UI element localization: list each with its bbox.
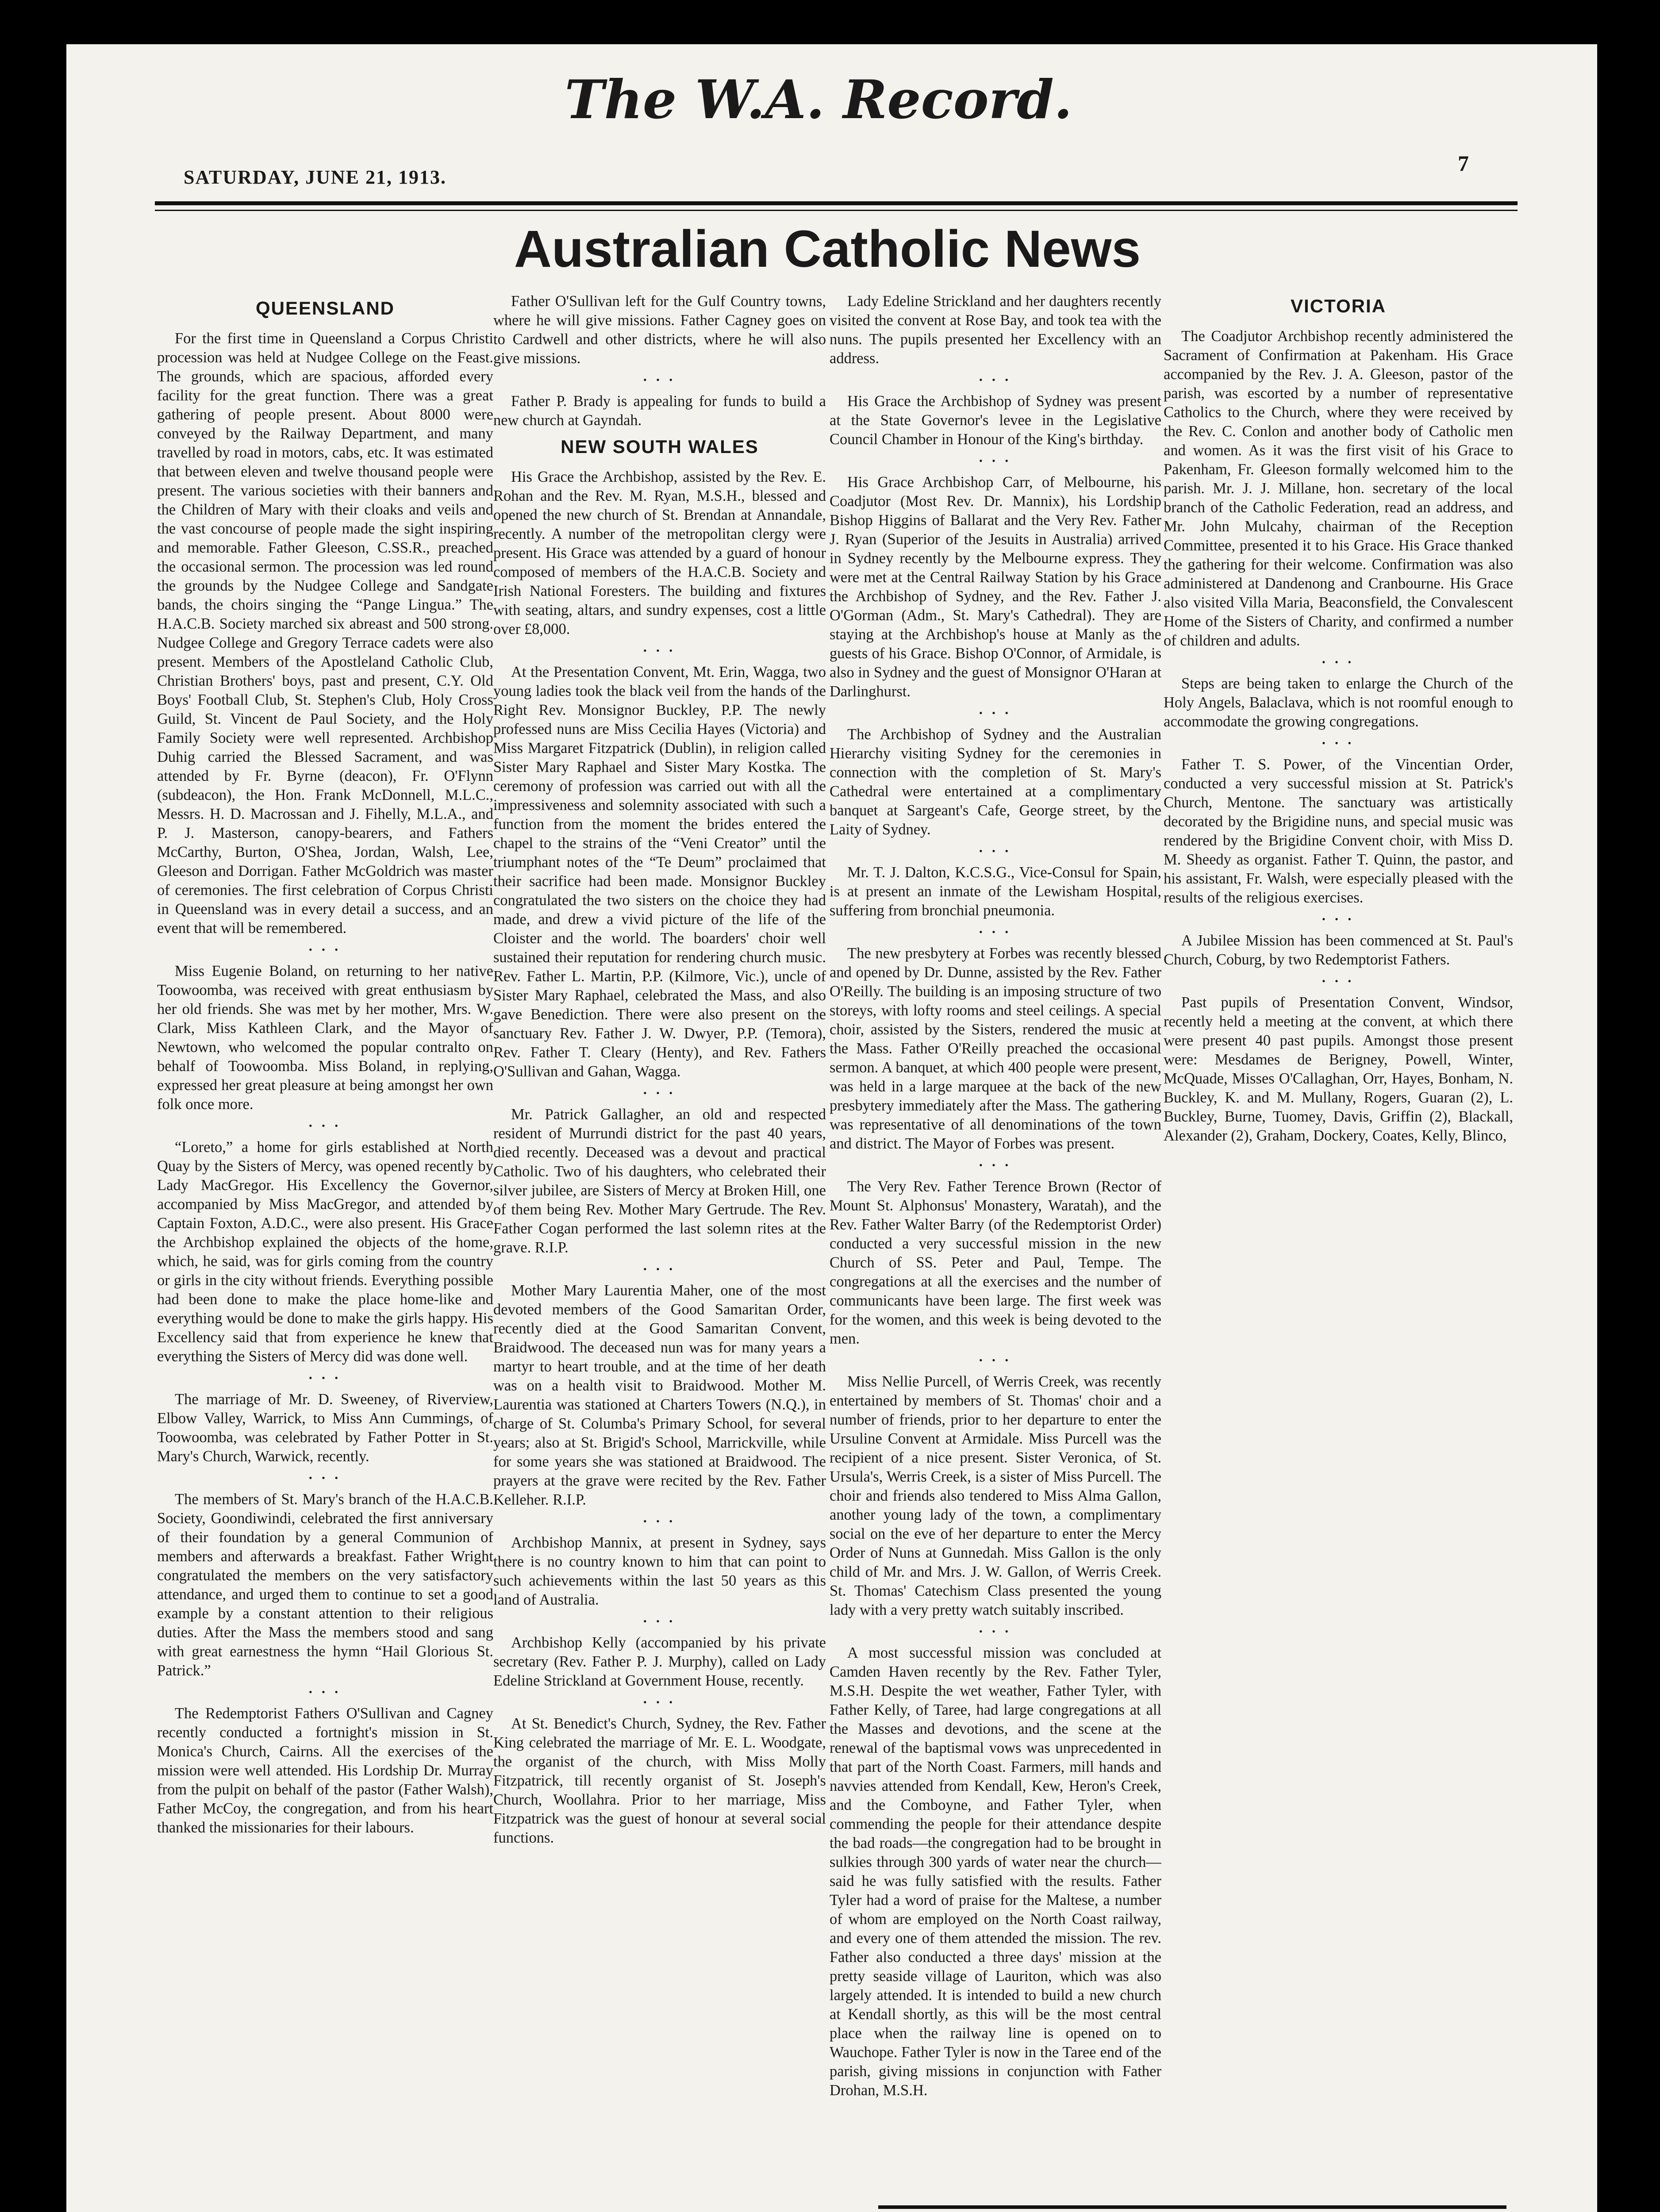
article-paragraph: The Archbishop of Sydney and the Australian Hierarchy visiting Sydney for the ceremonies in connection with the completion of St. Mary's Cathedral were entertained at a complimentary banquet at Sargeant's Cafe, George street, by the Laity of Sydney. [830,726,1161,838]
article-paragraph: Father P. Brady is appealing for funds to build a new church at Gayndah. [493,393,826,429]
article-paragraph: For the first time in Queensland a Corpus Christi procession was held at Nudgee College on the Feast. The grounds, which are spacious, afforded every facility for the great function. There was a great gathering of people present. About 8000 were conveyed by the Railway Department, and many travelled by road in motors, cabs, etc. It was estimated that between eleven and twelve thousand people were present. The various societies with their banners and the Children of Mary with their cloaks and veils and the vast concourse of people made the sight inspiring and memorable. Father Gleeson, C.SS.R., preached the occasional sermon. The procession was led round the grounds by the Nudgee College and Sandgate bands, the choirs singing the “Pange Lingua.” The H.A.C.B. Society marched six abreast and 500 strong. Nudgee College and Gregory Terrace cadets were also present. Members of the Apostleland Catholic Club, Christian Brothers' boys, past and present, C.Y. Old Boys' Football Club, St. Stephen's Club, Holy Cross Guild, St. Vincent de Paul Society, and the Holy Family Society were well represented. Archbishop Duhig carried the Blessed Sacrament, and was attended by Fr. Byrne (deacon), Fr. O'Flynn (subdeacon), the Hon. Frank McDonnell, M.L.C., Messrs. H. D. Macrossan and J. Fihelly, M.L.A., and P. J. Masterson, canopy-bearers, and Fathers McCarthy, Burton, O'Shea, Jordan, Walsh, Lee, Gleeson and Dorrigan. Father McGoldrich was master of ceremonies. The first celebration of Corpus Christi in Queensland was in every detail a success, and an event that will be remembered. [157,330,493,937]
article-separator: • • • [308,1686,342,1697]
article-paragraph: His Grace Archbishop Carr, of Melbourne, his Coadjutor (Most Rev. Dr. Mannix), his Lordship Bishop Higgins of Ballarat and the Very Rev. Father J. Ryan (Superior of the Jesuits in Australia) arrived in Sydney recently by the Melbourne express. They were met at the Central Railway Station by his Grace the Archbishop of Sydney, and the Rev. Father J. O'Gorman (Adm., St. Mary's Cathedral). They are staying at the Archbishop's house at Manly as the guests of his Grace. Bishop O'Connor, of Armidale, is also in Sydney and the guest of Monsignor O'Haran at Darlinghurst. [830,474,1161,700]
article-paragraph: Lady Edeline Strickland and her daughters recently visited the convent at Rose Bay, and took tea with the nuns. The pupils presented her Excellency with an address. [830,293,1161,367]
article-separator: • • • [979,455,1012,466]
article-paragraph: Steps are being taken to enlarge the Church of the Holy Angels, Balaclava, which is not roomful enough to accommodate the growing congregations. [1164,675,1513,730]
article-separator: • • • [643,374,676,385]
article-separator: • • • [979,374,1012,385]
article-separator: • • • [643,1697,676,1708]
column-2 [493,292,826,2212]
masthead-rule-thick [155,201,1518,205]
article-separator: • • • [643,1516,676,1527]
article-separator: • • • [308,944,342,955]
article-paragraph: His Grace the Archbishop of Sydney was present at the State Governor's levee in the Legislative Council Chamber in Honour of the King's birthday. [830,393,1161,448]
dateline: SATURDAY, JUNE 21, 1913. [184,166,447,188]
article-paragraph: The marriage of Mr. D. Sweeney, of Riverview, Elbow Valley, Warrick, to Miss Ann Cummings, of Toowoomba, was celebrated by Father Potter in St. Mary's Church, Warwick, recently. [157,1391,493,1465]
page-headline: Australian Catholic News [514,220,1141,278]
article-paragraph: A most successful mission was concluded at Camden Haven recently by the Rev. Father Tyler, M.S.H. Despite the wet weather, Father Tyler, with Father Kelly, of Taree, had large congregations at all the Masses and devotions, and the scene at the renewal of the baptismal vows was unprecedented in that part of the North Coast. Farmers, mill hands and navvies attended from Kendall, Kew, Heron's Creek, and the Comboyne, and Father Tyler, when commending the people for their attendance despite the bad roads—the congregation had to be brought in sulkies through 300 yards of water near the church—said he was fully satisfied with the results. Father Tyler had a word of praise for the Maltese, a number of whom are employed on the North Coast railway, and every one of them attended the mission. The rev. Father also conducted a three days' mission at the pretty seaside village of Lauriton, which was also largely attended. It is intended to build a new church at Kendall shortly, as this will be the most central place when the railway line is opened on to Wauchope. Father Tyler is now in the Taree end of the parish, giving missions in conjunction with Father Drohan, M.S.H. [830,1644,1161,2099]
article-separator: • • • [979,926,1012,937]
article-paragraph: At the Presentation Convent, Mt. Erin, Wagga, two young ladies took the black veil from the hands of the Right Rev. Monsignor Buckley, P.P. The newly professed nuns are Miss Cecilia Hayes (Victoria) and Miss Margaret Fitzpatrick (Dublin), in religion called Sister Mary Raphael and Sister Mary Kostka. The ceremony of profession was carried out with all the impressiveness and solemnity associated with such a function from the moment the brides entered the chapel to the strains of the “Veni Creator” until the triumphant notes of the “Te Deum” proclaimed that their sacrifice had been made. Monsignor Buckley congratulated the two sisters on the choice they had made, and drew a vivid picture of the life of the Cloister and the world. The boarders' choir well sustained their reputation for rendering church music. Rev. Father L. Martin, P.P. (Kilmore, Vic.), uncle of Sister Mary Raphael, celebrated the Mass, and also gave Benediction. There were also present on the sanctuary Rev. Father J. W. Dwyer, P.P. (Temora), Rev. Father T. Cleary (Henty), and Rev. Fathers O'Sullivan and Gahan, Wagga. [493,664,826,1080]
article-paragraph: Past pupils of Presentation Convent, Windsor, recently held a meeting at the convent, at which there were present 40 past pupils. Amongst those present were: Mesdames de Berigney, Powell, Winter, McQuade, Misses O'Callaghan, Orr, Hayes, Bonham, N. Buckley, K. and M. Mullany, Rogers, Guaran (2), L. Buckley, Burne, Tuomey, Davis, Griffin (2), Blackall, Alexander (2), Graham, Dockery, Coates, Kelly, Blinco, [1164,994,1513,1144]
masthead-title: The W.A. Record. [565,69,1072,131]
article-paragraph: Miss Eugenie Boland, on returning to her native Toowoomba, was received with great enthusiasm by her old friends. She was met by her mother, Mrs. W. Clark, Miss Kathleen Clark, and the Mayor of Newtown, who welcomed the popular contralto on behalf of Toowoomba. Miss Boland, in replying, expressed her great pleasure at being amongst her own folk once more. [157,963,493,1113]
article-paragraph: Miss Nellie Purcell, of Werris Creek, was recently entertained by members of St. Thomas' choir and a number of friends, prior to her departure to enter the Ursuline Convent at Armidale. Miss Purcell was the recipient of a nice present. Sister Veronica, of St. Ursula's, Werris Creek, is a sister of Miss Purcell. The choir and friends also tendered to Miss Alma Gallon, another young lady of the town, a complimentary social on the eve of her departure to enter the Mercy Order of Nuns at Gunnedah. Miss Gallon is the only child of Mr. and Mrs. J. W. Gallon, of Werris Creek. St. Thomas' Catechism Class presented the young lady with a very pretty watch suitably inscribed. [830,1373,1161,1618]
article-paragraph: Mr. T. J. Dalton, K.C.S.G., Vice-Consul for Spain, is at present an inmate of the Lewisham Hospital, suffering from bronchial pneumonia. [830,864,1161,919]
column-3 [830,292,1161,2212]
article-paragraph: The members of St. Mary's branch of the H.A.C.B. Society, Goondiwindi, celebrated the first anniversary of their foundation by a general Communion of members and afterwards a breakfast. Father Wright congratulated the members on the very satisfactory attendance, and urged them to continue to set a good example by a constant attention to their religious duties. After the Mass the members stood and sang with great earnestness the hymn “Hail Glorious St. Patrick.” [157,1491,493,1679]
article-paragraph: Mr. Patrick Gallagher, an old and respected resident of Murrundi district for the past 40 years, died recently. Deceased was a devout and practical Catholic. Two of his daughters, who celebrated their silver jubilee, are Sisters of Mercy at Broken Hill, one of them being Rev. Mother Mary Gertrude. The Rev. Father Cogan performed the last solemn rites at the grave. R.I.P. [493,1106,826,1256]
section-heading-victoria: VICTORIA [1291,296,1386,316]
article-separator: • • • [1322,975,1355,987]
page-number: 7 [1458,151,1469,176]
article-paragraph: The Very Rev. Father Terence Brown (Rector of Mount St. Alphonsus' Monastery, Waratah), and the Rev. Father Walter Barry (of the Redemptorist Order) conducted a very successful mission in the new Church of SS. Peter and Paul, Tempe. The congregations at all the exercises and the number of communicants have been large. The first week was for the women, and this week is being devoted to the men. [830,1178,1161,1347]
article-paragraph: Archbishop Mannix, at present in Sydney, says there is no country known to him that can point to such achievements within the last 50 years as this land of Australia. [493,1534,826,1608]
registry-office-advert [878,2203,1506,2212]
masthead-rule-thin [155,210,1518,211]
article-separator: • • • [979,1626,1012,1637]
article-separator: • • • [979,1160,1012,1171]
article-separator: • • • [979,707,1012,718]
article-separator: • • • [1322,914,1355,925]
column-1 [157,294,493,2212]
article-separator: • • • [979,845,1012,856]
article-separator: • • • [308,1472,342,1483]
article-separator: • • • [643,1263,676,1275]
article-paragraph: At St. Benedict's Church, Sydney, the Rev. Father King celebrated the marriage of Mr. E. L. Woodgate, the organist of the church, with Miss Molly Fitzpatrick, till recently organist of St. Joseph's Church, Woollahra. Prior to her marriage, Miss Fitzpatrick was the guest of honour at several social functions. [493,1715,826,1846]
article-paragraph: A Jubilee Mission has been commenced at St. Paul's Church, Coburg, by two Redemptorist Fathers. [1164,932,1513,968]
article-paragraph: His Grace the Archbishop, assisted by the Rev. E. Rohan and the Rev. M. Ryan, M.S.H., blessed and opened the new church of St. Brendan at Annandale, recently. A number of the metropolitan clergy were present. His Grace was attended by a guard of honour composed of members of the H.A.C.B. Society and Irish National Foresters. The building and fixtures with seating, altars, and sundry expenses, cost a little over £8,000. [493,469,826,637]
article-separator: • • • [1322,657,1355,668]
article-paragraph: Mother Mary Laurentia Maher, one of the most devoted members of the Good Samaritan Order, recently died at the Good Samaritan Convent, Braidwood. The deceased nun was for many years a martyr to heart trouble, and at the time of her death was on a health visit to Braidwood. Mother M. Laurentia was stationed at Charters Towers (N.Q.), in charge of St. Columba's Primary School, for several years; also at St. Brigid's School, Marrickville, while for some years she was stationed at Braidwood. The prayers at the grave were recited by the Rev. Father Kelleher. R.I.P. [493,1282,826,1508]
section-heading-queensland: QUEENSLAND [255,298,395,319]
article-separator: • • • [643,1616,676,1627]
article-separator: • • • [308,1372,342,1383]
article-separator: • • • [1322,737,1355,749]
section-heading-new-south-wales: NEW SOUTH WALES [561,436,759,457]
article-paragraph: The Coadjutor Archbishop recently administered the Sacrament of Confirmation at Pakenham. His Grace accompanied by the Rev. J. A. Gleeson, pastor of the parish, was escorted by a number of representative Catholics to the Church, where they were received by the Rev. C. Conlon and another body of Catholic men and women. As it was the first visit of his Grace to Pakenham, Fr. Gleeson formally welcomed him to the parish. Mr. J. J. Millane, hon. secretary of the local branch of the Catholic Federation, read an address, and Mr. John Mulcahy, chairman of the Reception Committee, presented it to his Grace. His Grace thanked the gathering for their welcome. Confirmation was also administered at Dandenong and Cranbourne. His Grace also visited Villa Maria, Beaconsfield, the Convalescent Home of the Sisters of Charity, and confirmed a number of children and adults. [1164,328,1513,649]
article-paragraph: Archbishop Kelly (accompanied by his private secretary (Rev. Father P. J. Murphy), called on Lady Edeline Strickland at Government House, recently. [493,1634,826,1689]
column-4 [1164,292,1513,1973]
article-separator: • • • [979,1355,1012,1366]
article-separator: • • • [643,645,676,656]
article-paragraph: The Redemptorist Fathers O'Sullivan and Cagney recently conducted a fortnight's mission in St. Monica's Church, Cairns. All the exercises of the mission were well attended. His Lordship Dr. Murray from the pulpit on behalf of the pastor (Father Walsh), Father McCoy, the congregation, and from his heart thanked the missionaries for their labours. [157,1705,493,1836]
article-paragraph: The new presbytery at Forbes was recently blessed and opened by Dr. Dunne, assisted by the Rev. Father O'Reilly. The building is an imposing structure of two storeys, with lofty rooms and steel ceilings. A special choir, assisted by the Sisters, rendered the music at the Mass. Father O'Reilly preached the occasional sermon. A banquet, at which 400 people were present, was held in a large marquee at the back of the new presbytery immediately after the Mass. The gathering was representative of all denominations of the town and district. The Mayor of Forbes was present. [830,945,1161,1152]
article-paragraph: “Loreto,” a home for girls established at North Quay by the Sisters of Mercy, was opened recently by Lady MacGregor. His Excellency the Governor, accompanied by Miss MacGregor, and attended by Captain Foxton, A.D.C., were also present. His Grace the Archbishop explained the objects of the home, which, he said, was for girls coming from the country or girls in the city without friends. Everything possible had been done to make the place home-like and everything would be done to make the girls happy. His Excellency said that from experience he knew that everything the Sisters of Mercy did was done well. [157,1139,493,1365]
article-paragraph: Father T. S. Power, of the Vincentian Order, conducted a very successful mission at St. Patrick's Church, Mentone. The sanctuary was artistically decorated by the Brigidine nuns, and special music was rendered by the Brigidine Convent choir, with Miss D. M. Sheedy as organist. Father T. Quinn, the pastor, and his assistant, Fr. Walsh, were especially pleased with the results of the religious exercises. [1164,756,1513,906]
article-paragraph: Father O'Sullivan left for the Gulf Country towns, where he will give missions. Father Cagney goes on to Cardwell and other districts, where he will also give missions. [493,293,826,367]
article-separator: • • • [643,1087,676,1098]
article-separator: • • • [308,1120,342,1131]
